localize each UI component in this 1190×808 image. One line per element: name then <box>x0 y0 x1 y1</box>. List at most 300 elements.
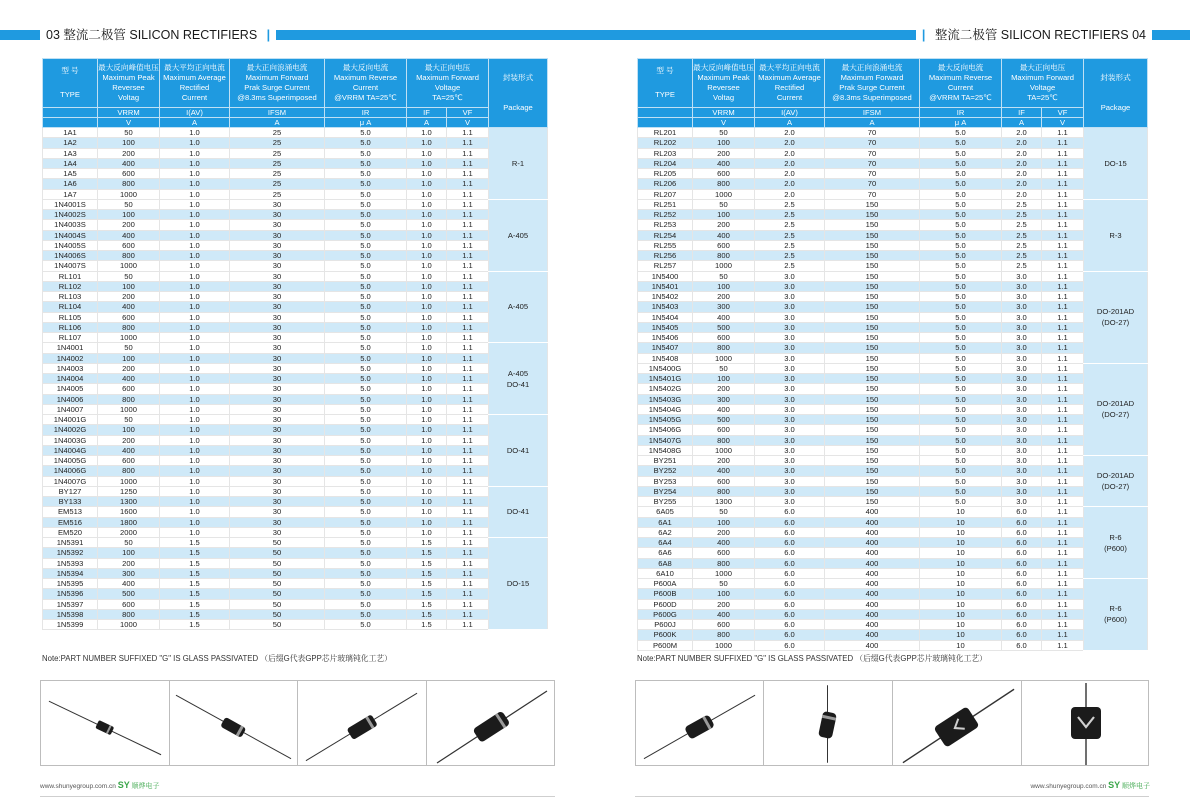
spec-value: 25 <box>230 158 325 168</box>
spec-value: 3.0 <box>755 363 825 373</box>
spec-value: 1.0 <box>160 230 230 240</box>
table-row <box>43 589 548 599</box>
part-number: RL201 <box>638 128 693 138</box>
spec-value: 1.0 <box>160 281 230 291</box>
spec-value: 70 <box>825 189 920 199</box>
spec-value: 6.0 <box>1002 630 1042 640</box>
package-cell <box>489 343 548 415</box>
header-symbol: IF <box>407 108 447 118</box>
table-row <box>638 138 1148 148</box>
spec-value: 2.0 <box>1002 189 1042 199</box>
spec-value: 5.0 <box>325 281 407 291</box>
glass-passivated-note: Note:PART NUMBER SUFFIXED "G" IS GLASS PASSIVATED （后缀G代表GPP芯片玻璃钝化工艺） <box>42 654 392 663</box>
spec-value: 150 <box>825 353 920 363</box>
table-row <box>43 415 548 425</box>
spec-value: 1.1 <box>1042 640 1084 650</box>
spec-value: 3.0 <box>755 486 825 496</box>
spec-value: 1.1 <box>447 415 489 425</box>
spec-value: 1.1 <box>1042 363 1084 373</box>
spec-value: 300 <box>693 394 755 404</box>
table-row <box>638 599 1148 609</box>
table-row <box>638 527 1148 537</box>
spec-value: 600 <box>693 476 755 486</box>
spec-value: 1.1 <box>447 579 489 589</box>
part-number: 1N5398 <box>43 609 98 619</box>
spec-value: 5.0 <box>920 302 1002 312</box>
spec-value: 30 <box>230 445 325 455</box>
package-label: R-6 <box>1109 604 1122 614</box>
spec-value: 400 <box>98 302 160 312</box>
table-row <box>43 353 548 363</box>
spec-value: 5.0 <box>920 425 1002 435</box>
spec-value: 500 <box>98 589 160 599</box>
spec-value: 5.0 <box>920 220 1002 230</box>
spec-value: 1.1 <box>447 148 489 158</box>
spec-value: 50 <box>693 363 755 373</box>
spec-value: 1.1 <box>1042 404 1084 414</box>
spec-value: 1.0 <box>160 189 230 199</box>
part-number: 1N5393 <box>43 558 98 568</box>
spec-value: 1.1 <box>1042 333 1084 343</box>
spec-value: 3.0 <box>1002 394 1042 404</box>
part-number: RL255 <box>638 240 693 250</box>
package-label: DO-201AD <box>1096 471 1135 481</box>
spec-value: 5.0 <box>920 189 1002 199</box>
package-label: A-405 <box>507 230 529 240</box>
spec-value: 50 <box>693 271 755 281</box>
spec-value: 600 <box>693 333 755 343</box>
spec-value: 30 <box>230 292 325 302</box>
spec-value: 3.0 <box>755 353 825 363</box>
header-type-cn: 型 号 <box>656 66 674 75</box>
package-label: DO-15 <box>1104 158 1127 168</box>
spec-value: 1.1 <box>1042 312 1084 322</box>
spec-value: 3.0 <box>1002 476 1042 486</box>
table-row <box>638 538 1148 548</box>
package-cell <box>489 486 548 537</box>
spec-value: 50 <box>693 128 755 138</box>
table-row <box>638 343 1148 353</box>
spec-value: 5.0 <box>325 609 407 619</box>
spec-value: 1.0 <box>407 466 447 476</box>
spec-value: 50 <box>98 271 160 281</box>
table-row <box>638 333 1148 343</box>
spec-value: 1.0 <box>160 363 230 373</box>
header-col-en: Current <box>181 93 208 102</box>
spec-value: 1.1 <box>447 374 489 384</box>
page-header: | 整流二极管 SILICON RECTIFIERS 04 <box>916 26 1152 44</box>
spec-value: 150 <box>825 404 920 414</box>
page-header: 03 整流二极管 SILICON RECTIFIERS | <box>40 26 276 44</box>
spec-value: 50 <box>230 538 325 548</box>
spec-value: 1.1 <box>447 538 489 548</box>
spec-value: 200 <box>98 558 160 568</box>
header-symbol: VF <box>1042 108 1084 118</box>
spec-value: 1.0 <box>160 445 230 455</box>
spec-value: 200 <box>693 220 755 230</box>
spec-value: 1600 <box>98 507 160 517</box>
spec-value: 5.0 <box>920 435 1002 445</box>
spec-value: 150 <box>825 271 920 281</box>
spec-value: 150 <box>825 384 920 394</box>
spec-value: 1.0 <box>160 261 230 271</box>
spec-value: 200 <box>693 599 755 609</box>
spec-value: 1.1 <box>447 128 489 138</box>
spec-value: 5.0 <box>920 476 1002 486</box>
spec-value: 400 <box>693 609 755 619</box>
package-label: (DO-27) <box>1101 410 1130 420</box>
spec-value: 5.0 <box>920 343 1002 353</box>
package-cell <box>1084 128 1148 200</box>
spec-value: 100 <box>98 353 160 363</box>
spec-value: 300 <box>693 302 755 312</box>
spec-value: 1.1 <box>1042 609 1084 619</box>
spec-value: 5.0 <box>325 343 407 353</box>
spec-value: 1.0 <box>407 384 447 394</box>
spec-value: 25 <box>230 148 325 158</box>
package-cell <box>1084 507 1148 579</box>
package-label: A-405 <box>507 368 529 378</box>
spec-value: 5.0 <box>325 548 407 558</box>
spec-value: 400 <box>825 568 920 578</box>
header-col-en: Reversee <box>112 83 145 92</box>
spec-value: 1.1 <box>447 189 489 199</box>
package-label: (P600) <box>1104 615 1127 625</box>
spec-value: 3.0 <box>755 281 825 291</box>
part-number: 1N5401G <box>638 374 693 384</box>
spec-value: 3.0 <box>1002 466 1042 476</box>
header-symbol: I(AV) <box>755 108 825 118</box>
spec-value: 1.1 <box>1042 281 1084 291</box>
spec-value: 50 <box>230 589 325 599</box>
spec-value: 100 <box>98 281 160 291</box>
table-row <box>638 435 1148 445</box>
table-row <box>638 220 1148 230</box>
spec-value: 6.0 <box>755 568 825 578</box>
spec-value: 150 <box>825 292 920 302</box>
part-number: BY253 <box>638 476 693 486</box>
spec-value: 200 <box>693 148 755 158</box>
spec-value: 2.5 <box>755 230 825 240</box>
spec-value: 1.0 <box>160 138 230 148</box>
spec-value: 400 <box>825 630 920 640</box>
spec-value: 100 <box>98 210 160 220</box>
spec-value: 1.1 <box>447 210 489 220</box>
website-link[interactable]: www.shunyegroup.com.cn <box>1030 783 1107 790</box>
part-number: 1N5405G <box>638 415 693 425</box>
table-row <box>638 374 1148 384</box>
header-package-cn: 封装形式 <box>1100 73 1131 82</box>
spec-value: 6.0 <box>1002 527 1042 537</box>
spec-value: 30 <box>230 363 325 373</box>
table-row <box>43 128 548 138</box>
table-row <box>43 517 548 527</box>
spec-value: 100 <box>693 517 755 527</box>
spec-value: 500 <box>693 322 755 332</box>
spec-value: 30 <box>230 415 325 425</box>
spec-value: 1.1 <box>447 497 489 507</box>
spec-value: 5.0 <box>920 363 1002 373</box>
spec-value: 150 <box>825 466 920 476</box>
spec-value: 25 <box>230 138 325 148</box>
spec-value: 1.1 <box>447 312 489 322</box>
spec-value: 1.1 <box>1042 128 1084 138</box>
part-number: 1N4007S <box>43 261 98 271</box>
header-symbol: IR <box>325 108 407 118</box>
spec-value: 1.1 <box>447 199 489 209</box>
spec-value: 2.0 <box>755 148 825 158</box>
table-row <box>43 476 548 486</box>
spec-value: 5.0 <box>920 384 1002 394</box>
spec-value: 5.0 <box>325 507 407 517</box>
diode-photo-r3 <box>636 681 764 765</box>
spec-value: 1.0 <box>407 312 447 322</box>
spec-value: 1.1 <box>1042 292 1084 302</box>
spec-value: 5.0 <box>325 579 407 589</box>
table-row <box>43 148 548 158</box>
table-row <box>43 189 548 199</box>
header-unit: μ A <box>920 118 1002 128</box>
spec-value: 1.0 <box>407 138 447 148</box>
table-row <box>638 517 1148 527</box>
header-col-en: Maximum Peak <box>697 73 750 82</box>
header-col-en: Maximum Average <box>163 73 226 82</box>
spec-value: 70 <box>825 179 920 189</box>
part-number: 1N4002S <box>43 210 98 220</box>
spec-value: 600 <box>98 384 160 394</box>
spec-value: 1.0 <box>160 322 230 332</box>
spec-value: 1.1 <box>447 302 489 312</box>
spec-value: 5.0 <box>325 425 407 435</box>
table-row <box>638 363 1148 373</box>
spec-value: 150 <box>825 363 920 373</box>
spec-value: 1.0 <box>407 302 447 312</box>
part-number: 1N4001G <box>43 415 98 425</box>
spec-value: 1.0 <box>160 240 230 250</box>
spec-value: 1.1 <box>447 138 489 148</box>
part-number: BY133 <box>43 497 98 507</box>
spec-value: 2.0 <box>1002 179 1042 189</box>
header-unit: V <box>1042 118 1084 128</box>
spec-value: 50 <box>693 507 755 517</box>
spec-value: 2.0 <box>755 189 825 199</box>
spec-value: 1.1 <box>1042 620 1084 630</box>
spec-value: 1.1 <box>447 404 489 414</box>
header-symbol: VRRM <box>693 108 755 118</box>
spec-value: 1.1 <box>1042 486 1084 496</box>
header-col-cn: 最大正向浪涌电流 <box>841 63 903 72</box>
part-number: 1N4005 <box>43 384 98 394</box>
spec-value: 1.1 <box>1042 456 1084 466</box>
part-number: RL107 <box>43 333 98 343</box>
spec-value: 25 <box>230 169 325 179</box>
part-number: 1N4007G <box>43 476 98 486</box>
part-number: 1N5404 <box>638 312 693 322</box>
part-number: P600J <box>638 620 693 630</box>
spec-value: 5.0 <box>920 292 1002 302</box>
spec-value: 1.5 <box>160 579 230 589</box>
spec-value: 1.1 <box>1042 353 1084 363</box>
spec-value: 10 <box>920 630 1002 640</box>
page-title: 整流二极管 SILICON RECTIFIERS <box>934 28 1129 42</box>
spec-value: 5.0 <box>325 179 407 189</box>
spec-value: 5.0 <box>920 230 1002 240</box>
header-col <box>98 59 160 108</box>
spec-value: 1.1 <box>1042 322 1084 332</box>
part-number: RL254 <box>638 230 693 240</box>
table-row <box>43 179 548 189</box>
spec-value: 150 <box>825 199 920 209</box>
spec-value: 5.0 <box>325 374 407 384</box>
header-col-en: Voltage <box>1029 83 1056 92</box>
spec-value: 5.0 <box>325 445 407 455</box>
spec-value: 1.0 <box>407 425 447 435</box>
table-row <box>43 558 548 568</box>
table-row <box>43 579 548 589</box>
spec-value: 150 <box>825 210 920 220</box>
spec-value: 1.1 <box>447 384 489 394</box>
part-number: RL104 <box>43 302 98 312</box>
spec-value: 1.1 <box>1042 415 1084 425</box>
spec-value: 1.1 <box>447 445 489 455</box>
spec-value: 1000 <box>693 568 755 578</box>
spec-value: 6.0 <box>1002 620 1042 630</box>
spec-value: 1.0 <box>407 486 447 496</box>
header-col-cn: 最大平均正向电流 <box>759 63 820 72</box>
header-col-cn: 最大反向电流 <box>342 63 389 72</box>
product-photo-strip <box>40 680 555 766</box>
part-number: EM513 <box>43 507 98 517</box>
spec-value: 3.0 <box>755 333 825 343</box>
spec-value: 1.1 <box>1042 251 1084 261</box>
spec-value: 1.0 <box>407 497 447 507</box>
table-row <box>43 169 548 179</box>
table-row <box>43 599 548 609</box>
spec-value: 5.0 <box>325 292 407 302</box>
table-row <box>43 281 548 291</box>
part-number: 1N4002 <box>43 353 98 363</box>
header-col-cn: 最大反向峰值电压 <box>98 63 159 72</box>
part-number: P600G <box>638 609 693 619</box>
spec-value: 1000 <box>98 189 160 199</box>
website-link[interactable]: www.shunyegroup.com.cn <box>40 783 116 790</box>
spec-value: 150 <box>825 251 920 261</box>
header-col-cn: 最大反向峰值电压 <box>693 63 754 72</box>
part-number: 1A4 <box>43 158 98 168</box>
spec-value: 1.1 <box>447 517 489 527</box>
spec-value: 3.0 <box>755 292 825 302</box>
part-number: RL202 <box>638 138 693 148</box>
spec-value: 1.0 <box>160 312 230 322</box>
spec-value: 1.0 <box>160 343 230 353</box>
brand-logo: SY <box>117 780 130 790</box>
spec-value: 5.0 <box>920 169 1002 179</box>
header-symbol: VF <box>447 108 489 118</box>
spec-value: 1.0 <box>160 497 230 507</box>
spec-value: 10 <box>920 527 1002 537</box>
part-number: 1N4006 <box>43 394 98 404</box>
spec-value: 400 <box>825 620 920 630</box>
table-row <box>638 579 1148 589</box>
spec-value: 3.0 <box>1002 322 1042 332</box>
spec-value: 1.1 <box>1042 158 1084 168</box>
spec-value: 150 <box>825 240 920 250</box>
spec-value: 1.5 <box>407 548 447 558</box>
spec-value: 6.0 <box>755 640 825 650</box>
header-col-cn: 最大正向电压 <box>1019 63 1066 72</box>
spec-value: 3.0 <box>755 435 825 445</box>
spec-value: 1.5 <box>407 609 447 619</box>
table-row <box>638 169 1148 179</box>
spec-value: 5.0 <box>920 333 1002 343</box>
table-row <box>638 251 1148 261</box>
spec-value: 1000 <box>98 404 160 414</box>
spec-value: 3.0 <box>1002 456 1042 466</box>
table-row <box>43 486 548 496</box>
spec-value: 10 <box>920 589 1002 599</box>
table-row <box>638 456 1148 466</box>
spec-value: 3.0 <box>755 343 825 353</box>
spec-value: 600 <box>98 599 160 609</box>
header-col-en: Maximum Forward <box>1011 73 1074 82</box>
part-number: 6A4 <box>638 538 693 548</box>
spec-value: 3.0 <box>1002 374 1042 384</box>
part-number: 1N5399 <box>43 620 98 630</box>
spec-value: 1.0 <box>407 271 447 281</box>
part-number: 1N4004S <box>43 230 98 240</box>
spec-value: 600 <box>98 169 160 179</box>
spec-value: 150 <box>825 374 920 384</box>
spec-value: 800 <box>98 394 160 404</box>
package-label: R-1 <box>511 158 525 168</box>
table-row <box>43 425 548 435</box>
spec-value: 3.0 <box>1002 292 1042 302</box>
spec-value: 5.0 <box>920 456 1002 466</box>
spec-value: 1.0 <box>160 353 230 363</box>
spec-value: 5.0 <box>325 384 407 394</box>
spec-value: 5.0 <box>920 404 1002 414</box>
table-row <box>43 374 548 384</box>
table-row <box>43 343 548 353</box>
header-unit: A <box>160 118 230 128</box>
spec-value: 30 <box>230 466 325 476</box>
header-col-en: Voltag <box>117 93 140 102</box>
spec-value: 30 <box>230 312 325 322</box>
spec-value: 1.1 <box>447 476 489 486</box>
part-number: 1N5404G <box>638 404 693 414</box>
spec-value: 1.0 <box>407 169 447 179</box>
spec-value: 1.1 <box>1042 384 1084 394</box>
spec-value: 3.0 <box>1002 281 1042 291</box>
spec-value: 400 <box>98 230 160 240</box>
part-number: RL252 <box>638 210 693 220</box>
spec-value: 1.1 <box>447 568 489 578</box>
spec-value: 5.0 <box>920 128 1002 138</box>
spec-value: 3.0 <box>1002 435 1042 445</box>
part-number: RL257 <box>638 261 693 271</box>
table-row <box>638 415 1148 425</box>
header-symbol: IFSM <box>230 108 325 118</box>
spec-value: 150 <box>825 497 920 507</box>
spec-value: 1.0 <box>160 251 230 261</box>
spec-value: 25 <box>230 189 325 199</box>
part-number: P600M <box>638 640 693 650</box>
spec-value: 2.0 <box>1002 138 1042 148</box>
header-unit <box>638 118 693 128</box>
spec-value: 6.0 <box>1002 548 1042 558</box>
spec-value: 1.0 <box>407 527 447 537</box>
spec-value: 1.1 <box>1042 517 1084 527</box>
